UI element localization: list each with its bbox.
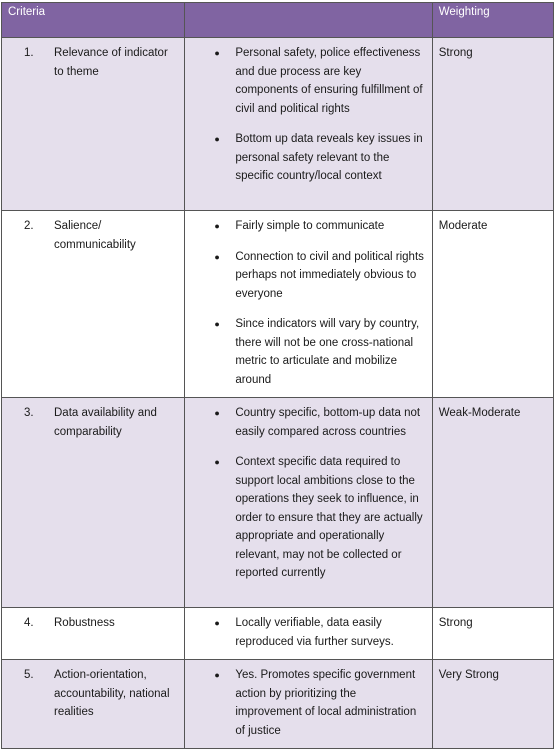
criterion-label: Data availability and comparability bbox=[54, 407, 157, 438]
list-item: ● Context specific data required to support local ambitions close to the operations they seek to influence, in order to ensure that they are actually appropriate and operationally relevant, may not be collected or reported currently bbox=[185, 453, 425, 583]
list-item: ● Since indicators will vary by country, there will not be one cross-national metric to articulate and mobilize around bbox=[185, 315, 425, 389]
table-header bbox=[2, 3, 554, 38]
criterion-cell bbox=[2, 608, 185, 660]
header-criteria: Criteria bbox=[2, 3, 185, 38]
list-item: ● Locally verifiable, data easily reproduced via further surveys. bbox=[185, 614, 425, 651]
bullet-icon: ● bbox=[214, 251, 220, 262]
criteria-table bbox=[1, 2, 554, 749]
bullet-icon: ● bbox=[214, 319, 220, 329]
header-middle bbox=[185, 3, 432, 38]
list-item: ● Yes. Promotes specific government action by prioritizing the improvement of local administration of justice bbox=[185, 666, 425, 740]
criterion-cell bbox=[2, 38, 185, 211]
criterion-cell bbox=[2, 660, 185, 749]
criterion-label: Salience/ communicability bbox=[54, 220, 136, 251]
bullet-icon: ● bbox=[214, 48, 220, 58]
criterion-number: 4. bbox=[24, 617, 34, 629]
points-cell bbox=[185, 398, 432, 608]
list-item: ● Bottom up data reveals key issues in personal safety relevant to the specific country/local context bbox=[185, 130, 425, 186]
table-row bbox=[2, 38, 554, 211]
table-row bbox=[2, 608, 554, 660]
list-item: ● Country specific, bottom-up data not easily compared across countries bbox=[185, 404, 425, 441]
points-cell bbox=[185, 38, 432, 211]
weighting-cell: Strong bbox=[432, 38, 553, 211]
bullet-icon: ● bbox=[214, 221, 220, 231]
list-item: ● Connection to civil and political rights perhaps not immediately obvious to everyone bbox=[185, 248, 425, 304]
weighting-cell: Weak-Moderate bbox=[432, 398, 553, 608]
bullet-icon: ● bbox=[214, 618, 220, 628]
points-cell bbox=[185, 608, 432, 660]
criterion-number: 1. bbox=[24, 47, 34, 59]
points-cell bbox=[185, 660, 432, 749]
weighting-cell: Strong bbox=[432, 608, 553, 660]
criterion-number: 5. bbox=[24, 669, 34, 681]
criterion-cell bbox=[2, 398, 185, 608]
points-cell bbox=[185, 211, 432, 398]
table-row bbox=[2, 398, 554, 608]
bullet-icon: ● bbox=[214, 408, 220, 418]
weighting-cell: Very Strong bbox=[432, 660, 553, 749]
criterion-label: Action-orientation, accountability, national realities bbox=[54, 669, 170, 718]
criterion-cell bbox=[2, 211, 185, 398]
bullet-icon: ● bbox=[214, 670, 220, 680]
criterion-label: Robustness bbox=[54, 617, 115, 629]
table-row bbox=[2, 660, 554, 749]
table-row bbox=[2, 211, 554, 398]
criterion-number: 3. bbox=[24, 407, 34, 419]
list-item: ● Fairly simple to communicate bbox=[185, 217, 425, 236]
list-item: ● Personal safety, police effectiveness and due process are key components of ensuring fulfillment of civil and political rights bbox=[185, 44, 425, 118]
header-weighting: Weighting bbox=[432, 3, 553, 38]
bullet-icon: ● bbox=[214, 134, 220, 144]
criterion-number: 2. bbox=[24, 220, 34, 232]
criterion-label: Relevance of indicator to theme bbox=[54, 47, 168, 78]
weighting-cell: Moderate bbox=[432, 211, 553, 398]
bullet-icon: ● bbox=[214, 457, 220, 467]
